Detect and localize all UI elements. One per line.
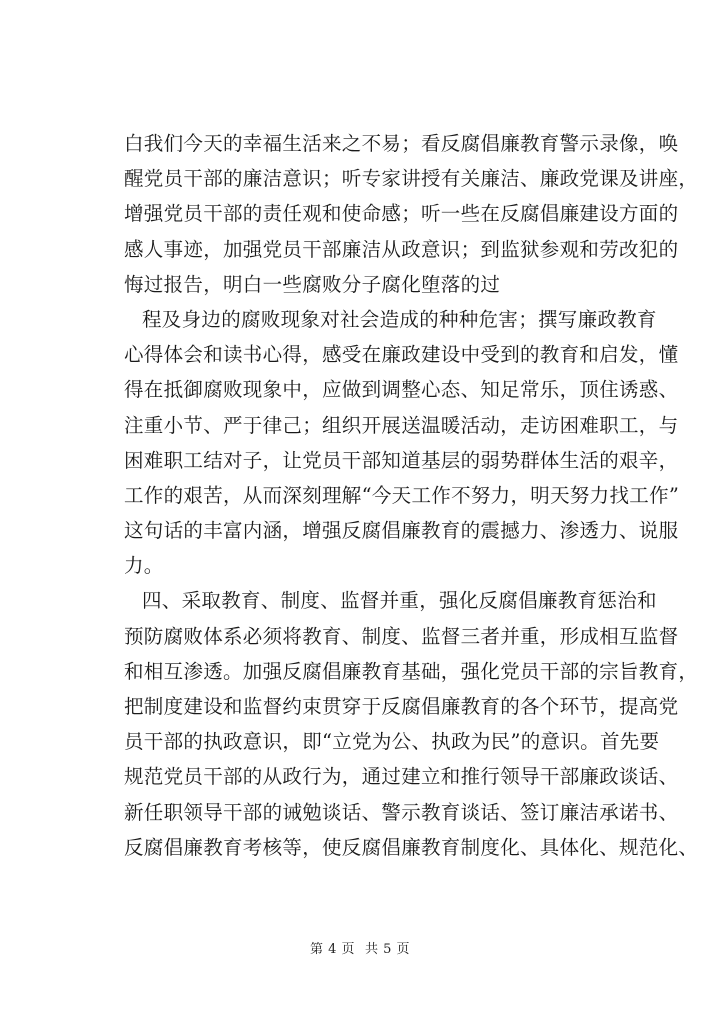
text-line: 四、采取教育、制度、监督并重，强化反腐倡廉教育惩治和: [142, 589, 657, 613]
text-line: 预防腐败体系必须将教育、制度、监督三者并重，形成相互监督: [124, 624, 679, 648]
text-line: 和相互渗透。加强反腐倡廉教育基础，强化党员干部的宗旨教育，: [124, 659, 699, 683]
text-line: 程及身边的腐败现象对社会造成的种种危害；撰写廉政教育: [142, 307, 657, 331]
text-line: 规范党员干部的从政行为，通过建立和推行领导干部廉政谈话、: [124, 765, 679, 789]
text-line: 悔过报告，明白一些腐败分子腐化堕落的过: [124, 272, 501, 296]
text-line: 把制度建设和监督约束贯穿于反腐倡廉教育的各个环节，提高党: [124, 695, 679, 718]
page-footer: [0, 938, 720, 957]
text-line: 力。: [124, 554, 164, 578]
text-line: 心得体会和读书心得，感受在廉政建设中受到的教育和启发，懂: [124, 343, 679, 367]
text-line: 工作的艰苦，从而深刻理解“今天工作不努力，明天努力找工作”: [124, 483, 680, 507]
text-line: 反腐倡廉教育考核等，使反腐倡廉教育制度化、具体化、规范化、: [124, 835, 699, 859]
text-line: 感人事迹，加强党员干部廉洁从政意识；到监狱参观和劳改犯的: [124, 237, 679, 261]
text-line: 新任职领导干部的诫勉谈话、警示教育谈话、签订廉洁承诺书、: [124, 800, 679, 824]
text-line: 员干部的执政意识，即“立党为公、执政为民”的意识。首先要: [124, 730, 660, 754]
text-line: 困难职工结对子，让党员干部知道基层的弱势群体生活的艰辛，: [124, 448, 679, 472]
page-total: 共 5 页: [365, 942, 411, 957]
text-line: 注重小节、严于律己；组织开展送温暖活动，走访困难职工，与: [124, 413, 679, 437]
text-line: 增强党员干部的责任观和使命感；听一些在反腐倡廉建设方面的: [124, 202, 679, 226]
body-text: [124, 126, 699, 865]
text-line: 得在抵御腐败现象中，应做到调整心态、知足常乐，顶住诱惑、: [124, 378, 679, 402]
page-number: 第 4 页: [309, 942, 355, 957]
text-line: 醒党员干部的廉洁意识；听专家讲授有关廉洁、廉政党课及讲座，: [124, 167, 699, 191]
text-line: 这句话的丰富内涵，增强反腐倡廉教育的震撼力、渗透力、说服: [124, 519, 679, 543]
text-line: 白我们今天的幸福生活来之不易；看反腐倡廉教育警示录像，唤: [124, 132, 679, 155]
